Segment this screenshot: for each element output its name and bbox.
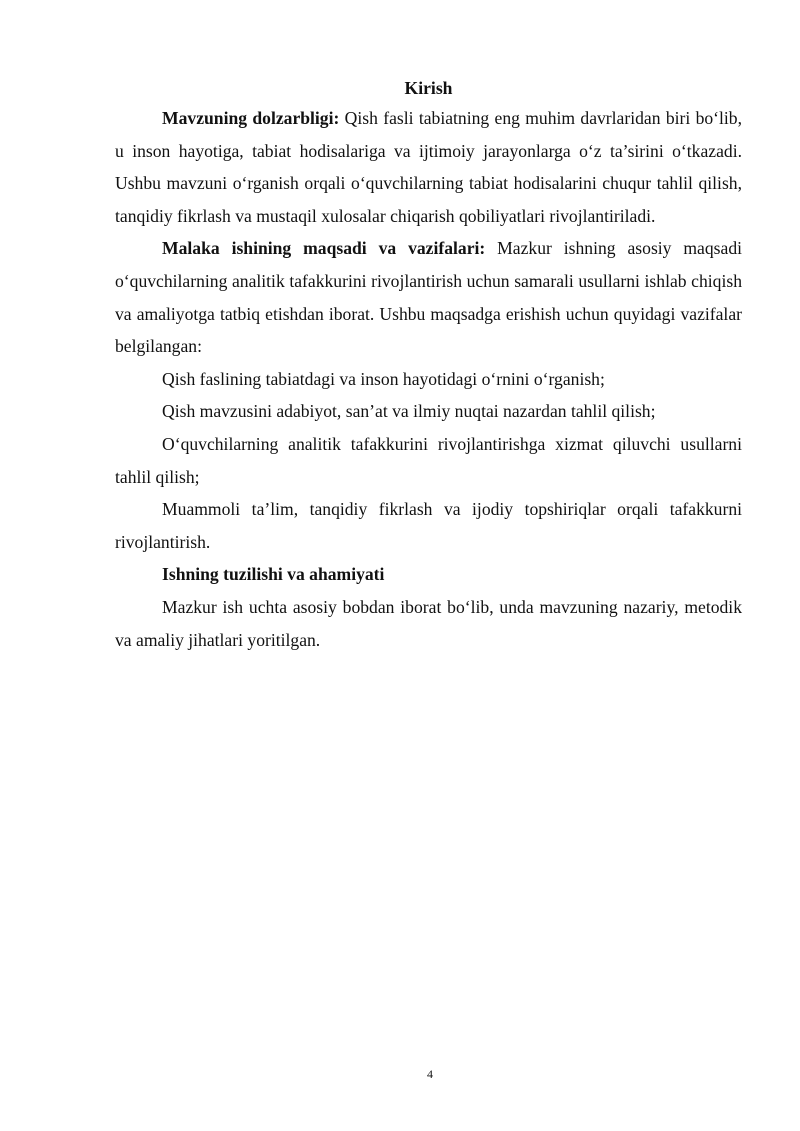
goals-text: Mazkur ishning asosiy maqsadi o‘quvchilarning analitik tafakkurini rivojlantirish uchun samarali usullarni ishlab chiqish va amaliyotga tatbiq etishdan iborat. Ushbu maqsadga erishish uchun quyidagi vazifalar belgilangan: [115, 238, 742, 357]
task-item-1: Qish faslining tabiatdagi va inson hayotidagi o‘rnini o‘rganish; [162, 368, 605, 389]
task-item-2: Qish mavzusini adabiyot, san’at va ilmiy nuqtai nazardan tahlil qilish; [162, 401, 656, 422]
goals-paragraph [115, 232, 742, 362]
goals-label: Malaka ishining maqsadi va vazifalari: [162, 238, 486, 259]
document-title: Kirish [404, 78, 453, 98]
relevance-text: Qish fasli tabiatning eng muhim davrlaridan biri bo‘lib, u inson hayotiga, tabiat hodisalariga va ijtimoiy jarayonlarga o‘z ta’sirini o‘tkazadi. Ushbu mavzuni o‘rganish orqali o‘quvchilarning tabiat hodisalarini chuqur tahlil qilish, tanqidiy fikrlash va mustaqil xulosalar chiqarish qobiliyatlari rivojlantiriladi. [115, 108, 742, 226]
relevance-label: Mavzuning dolzarbligi: [162, 108, 340, 128]
page-number: 4 [427, 1067, 433, 1081]
relevance-paragraph [115, 102, 742, 232]
task-item-3: O‘quvchilarning analitik tafakkurini rivojlantirishga xizmat qiluvchi usullarni tahlil qilish; [115, 433, 742, 487]
structure-heading: Ishning tuzilishi va ahamiyati [162, 564, 385, 585]
structure-paragraph: Mazkur ish uchta asosiy bobdan iborat bo‘lib, unda mavzuning nazariy, metodik va amaliy jihatlari yoritilgan. [115, 596, 742, 650]
document-body [115, 74, 742, 656]
task-item-4: Muammoli ta’lim, tanqidiy fikrlash va ijodiy topshiriqlar orqali tafakkurni rivojlantirish. [115, 499, 742, 552]
